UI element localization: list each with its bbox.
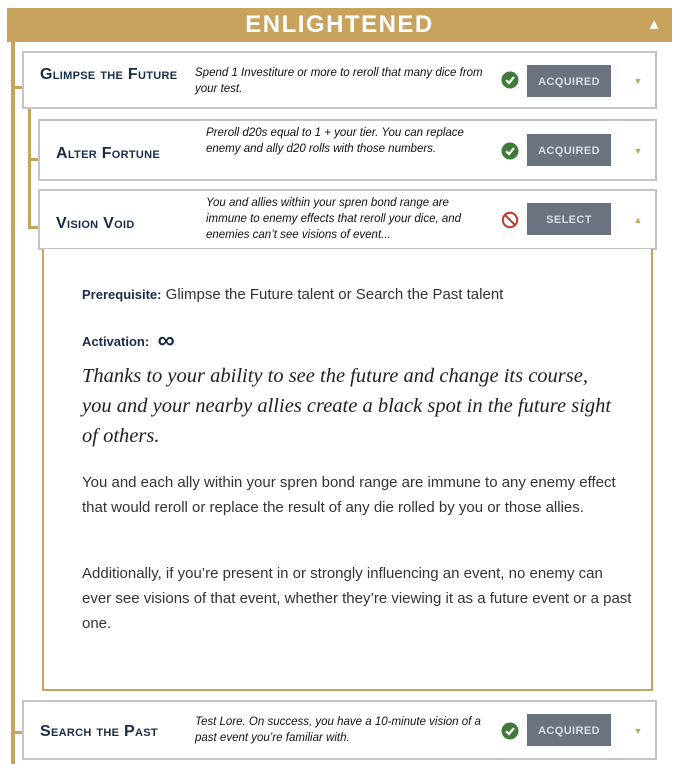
- talent-card-vision-void[interactable]: [38, 189, 657, 250]
- talent-description: You and allies within your spren bond range are immune to enemy effects that reroll your dice, and enemies can’t see visions of event...: [206, 197, 462, 241]
- activation: [82, 325, 175, 353]
- select-button[interactable]: SELECT: [527, 203, 611, 235]
- check-circle-icon: [501, 722, 519, 740]
- infinity-icon: ∞: [157, 327, 175, 354]
- acquired-button[interactable]: ACQUIRED: [527, 134, 611, 166]
- chevron-down-icon[interactable]: ▼: [633, 146, 643, 156]
- tree-line-main: [11, 42, 15, 764]
- prerequisite-value: Glimpse the Future talent or Search the Past talent: [165, 286, 504, 303]
- section-title: ENLIGHTENED: [245, 11, 434, 38]
- talent-description: Preroll d20s equal to 1 + your tier. You can replace enemy and ally d20 rolls with those numbers.: [206, 127, 464, 155]
- talent-name: Vision Void: [56, 215, 135, 232]
- chevron-up-icon[interactable]: ▲: [646, 16, 662, 33]
- acquired-button[interactable]: ACQUIRED: [527, 65, 611, 97]
- talent-card-search-the-past[interactable]: [22, 700, 657, 760]
- section-header: [7, 8, 672, 42]
- activation-label: Activation:: [82, 334, 150, 349]
- talent-name: Search the Past: [40, 723, 158, 740]
- talent-description: Test Lore. On success, you have a 10-minute vision of a past event you’re familiar with.: [195, 716, 481, 744]
- acquired-button[interactable]: ACQUIRED: [527, 714, 611, 746]
- flavor-text: Thanks to your ability to see the future and change its course, you and your nearby allies create a black spot in the future sight of others.: [82, 365, 612, 447]
- description-paragraph: Additionally, if you’re present in or strongly influencing an event, no enemy can ever see visions of that event, whether they’re viewing it as a future event or a past one.: [82, 565, 632, 632]
- description-paragraph: You and each ally within your spren bond range are immune to any enemy effect that would reroll or replace the result of any die rolled by you or those allies.: [82, 474, 616, 516]
- talent-name: Glimpse the Future: [40, 66, 178, 83]
- chevron-down-icon[interactable]: ▼: [633, 76, 643, 86]
- tree-line-branch: [28, 108, 31, 228]
- talent-card-glimpse-the-future[interactable]: [22, 51, 657, 109]
- check-circle-icon: [501, 71, 519, 89]
- chevron-down-icon[interactable]: ▼: [633, 726, 643, 736]
- prerequisite-label: Prerequisite:: [82, 287, 162, 302]
- chevron-up-icon[interactable]: ▲: [633, 215, 643, 225]
- talent-card-alter-fortune[interactable]: [38, 119, 657, 181]
- prohibited-icon: [501, 211, 519, 229]
- prerequisite: [82, 286, 503, 303]
- talent-name: Alter Fortune: [56, 145, 161, 162]
- check-circle-icon: [501, 142, 519, 160]
- talent-detail-panel: [42, 249, 653, 691]
- talent-description: Spend 1 Investiture or more to reroll that many dice from your test.: [195, 67, 483, 95]
